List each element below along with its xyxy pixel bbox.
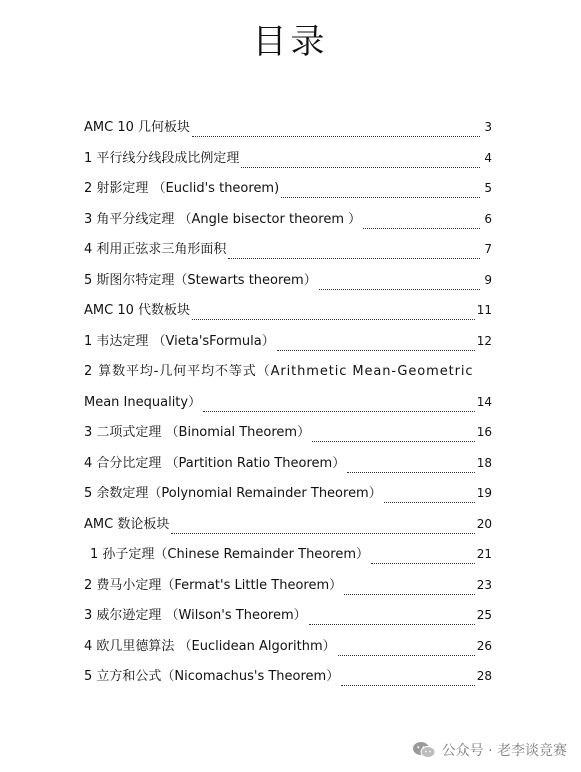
toc-entry[interactable] — [84, 604, 492, 635]
toc-entry-label: 5 余数定理（Polynomial Remainder Theorem） — [84, 486, 382, 501]
toc-entry-label: AMC 数论板块 — [84, 516, 170, 532]
toc-entry-page: 26 — [476, 638, 492, 653]
toc-leader — [192, 318, 475, 320]
toc-leader — [319, 288, 480, 290]
toc-entry[interactable] — [84, 208, 492, 239]
toc-entry-page: 21 — [476, 547, 492, 561]
toc-entry-page: 20 — [476, 516, 492, 531]
toc-leader — [338, 654, 475, 656]
watermark-text: 公众号 · 老李谈竞赛 — [441, 743, 567, 759]
toc-entry-label: 5 立方和公式（Nicomachus's Theorem） — [84, 669, 340, 684]
toc-entry-page: 3 — [484, 120, 492, 134]
toc-entry[interactable] — [84, 330, 492, 361]
watermark — [412, 740, 567, 760]
toc-leader — [171, 532, 474, 534]
toc-entry-page: 25 — [476, 608, 492, 622]
toc-entry-page: 11 — [476, 303, 492, 317]
toc-leader — [384, 501, 475, 503]
toc-leader — [277, 349, 475, 351]
toc-entry-page: 6 — [484, 211, 492, 226]
toc-leader — [363, 227, 480, 229]
toc-leader — [192, 135, 480, 137]
toc-entry-label: 2 射影定理 （Euclid's theorem) — [84, 181, 280, 196]
toc-entry-page: 5 — [484, 181, 492, 195]
toc-entry-page: 16 — [476, 425, 492, 439]
toc-leader — [241, 166, 480, 168]
toc-leader — [341, 684, 475, 686]
toc-entry-label: 1 孙子定理（Chinese Remainder Theorem） — [90, 547, 369, 562]
toc-entry[interactable] — [84, 482, 492, 513]
toc-entry[interactable] — [84, 147, 492, 178]
toc-entry-label: 3 二项式定理 （Binomial Theorem） — [84, 425, 311, 440]
toc-entry-page: 28 — [476, 669, 492, 683]
toc-entry-label: 4 合分比定理 （Partition Ratio Theorem） — [84, 455, 346, 471]
toc-entry-label: 3 威尔逊定理 （Wilson's Theorem） — [84, 608, 307, 623]
toc-entry[interactable] — [84, 238, 492, 269]
toc-entry[interactable] — [84, 421, 492, 452]
toc-entry[interactable] — [84, 299, 492, 330]
toc-entry[interactable] — [84, 513, 492, 544]
toc-entry-line1[interactable] — [84, 360, 492, 391]
toc-entry-page: 4 — [484, 150, 492, 165]
toc-entry-label: AMC 10 代数板块 — [84, 303, 190, 318]
toc-entry[interactable] — [84, 635, 492, 666]
toc-leader — [344, 593, 475, 595]
wechat-icon — [412, 741, 436, 759]
toc-leader — [228, 257, 480, 259]
toc-entry[interactable] — [84, 574, 492, 605]
toc-leader — [281, 196, 480, 198]
toc-leader — [309, 623, 475, 625]
toc-entry[interactable] — [84, 452, 492, 483]
table-of-contents — [84, 116, 492, 696]
toc-entry-label: 4 利用正弦求三角形面积 — [84, 242, 227, 257]
toc-entry-label: 2 算数平均-几何平均不等式（Arithmetic Mean-Geometric — [84, 364, 474, 379]
toc-entry[interactable] — [84, 116, 492, 147]
toc-entry[interactable] — [84, 177, 492, 208]
toc-entry-label: 3 角平分线定理 （Angle bisector theorem ） — [84, 211, 362, 227]
toc-entry-label: AMC 10 几何板块 — [84, 120, 190, 135]
toc-entry-page: 12 — [476, 333, 492, 348]
toc-entry-page: 23 — [476, 577, 492, 592]
toc-entry[interactable] — [84, 543, 492, 574]
toc-entry-label: 4 欧几里德算法 （Euclidean Algorithm） — [84, 638, 336, 654]
toc-entry-label: 1 韦达定理 （Vieta'sFormula） — [84, 333, 275, 349]
toc-entry-page: 18 — [476, 455, 492, 470]
toc-entry[interactable] — [84, 391, 492, 422]
toc-entry-label: 1 平行线分线段成比例定理 — [84, 150, 240, 166]
toc-entry-page: 14 — [476, 394, 492, 409]
toc-leader — [312, 440, 475, 442]
toc-leader — [203, 410, 475, 412]
toc-entry[interactable] — [84, 665, 492, 696]
toc-entry-label: 2 费马小定理（Fermat's Little Theorem） — [84, 577, 343, 593]
page-title: 目录 — [252, 22, 329, 62]
toc-leader — [347, 471, 475, 473]
toc-entry-page: 9 — [484, 272, 492, 287]
toc-entry[interactable] — [84, 269, 492, 300]
toc-entry-label: 5 斯图尔特定理（Stewarts theorem） — [84, 272, 317, 288]
toc-entry-page: 7 — [484, 242, 492, 256]
toc-entry-page: 19 — [476, 486, 492, 500]
toc-leader — [371, 562, 475, 564]
toc-entry-label: Mean Inequality） — [84, 394, 202, 410]
